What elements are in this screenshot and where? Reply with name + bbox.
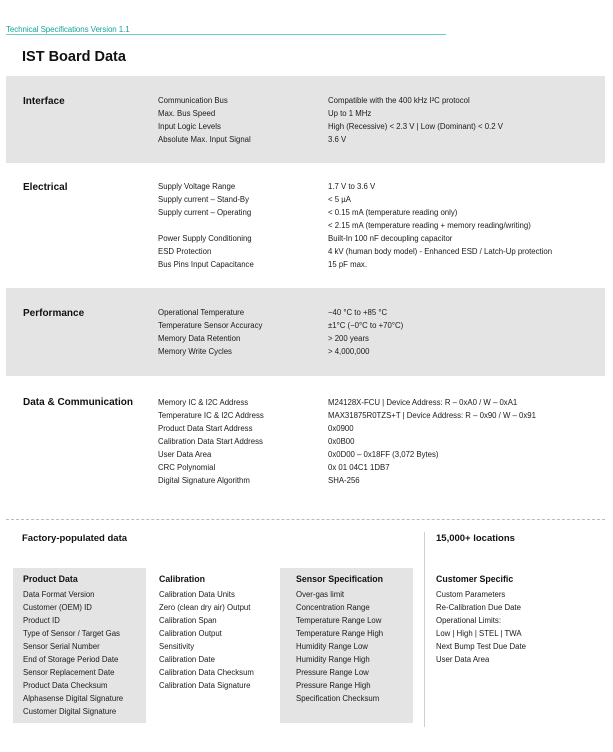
list-item: Low | High | STEL | TWA [436, 629, 522, 638]
section-title: Data & Communication [23, 397, 134, 408]
box-title: Sensor Specification [296, 574, 384, 584]
list-item: Sensor Replacement Date [23, 668, 115, 677]
spec-row [6, 409, 605, 422]
spec-row [6, 107, 605, 120]
spec-value: > 4,000,000 [328, 347, 370, 356]
spec-value: 0x0B00 [328, 437, 355, 446]
spec-label: Absolute Max. Input Signal [158, 135, 251, 144]
list-item: Temperature Range Low [296, 616, 382, 625]
spec-label: Supply current – Operating [158, 208, 252, 217]
list-item: Calibration Output [159, 629, 222, 638]
spec-label: Supply Voltage Range [158, 182, 236, 191]
list-item: Humidity Range Low [296, 642, 368, 651]
spec-label: User Data Area [158, 450, 212, 459]
section-electrical [6, 163, 605, 288]
spec-row [6, 319, 605, 332]
spec-row [6, 396, 605, 409]
list-item: Re-Calibration Due Date [436, 603, 521, 612]
section-title: Electrical [23, 182, 68, 193]
list-item: Alphasense Digital Signature [23, 694, 124, 703]
spec-row [6, 120, 605, 133]
factory-heading: Factory-populated data [22, 533, 128, 544]
list-item: Customer (OEM) ID [23, 603, 92, 612]
spec-value: 0x0900 [328, 424, 354, 433]
spec-value: 15 pF max. [328, 260, 367, 269]
spec-label: Operational Temperature [158, 308, 245, 317]
list-item: Operational Limits: [436, 616, 502, 625]
spec-label: Communication Bus [158, 96, 228, 105]
spec-row [6, 448, 605, 461]
spec-label: ESD Protection [158, 247, 212, 256]
sensor-spec-box [280, 568, 413, 723]
spec-value: MAX31875R0TZS+T | Device Address: R – 0x90 / W – 0x91 [328, 411, 536, 420]
list-item: Product Data Checksum [23, 681, 108, 690]
spec-label: Input Logic Levels [158, 122, 221, 131]
spec-row [6, 206, 605, 219]
list-item: Type of Sensor / Target Gas [23, 629, 120, 638]
spec-row [6, 245, 605, 258]
box-title: Customer Specific [436, 574, 514, 584]
spec-label: Calibration Data Start Address [158, 437, 263, 446]
spec-value: 4 kV (human body model) - Enhanced ESD / Latch-Up protection [328, 247, 553, 256]
spec-row [6, 180, 605, 193]
spec-row [6, 461, 605, 474]
section-interface [6, 76, 605, 163]
list-item: Pressure Range Low [296, 668, 369, 677]
spec-label: Digital Signature Algorithm [158, 476, 250, 485]
product-data-box [13, 568, 146, 723]
spec-label: Supply current – Stand-By [158, 195, 250, 204]
calibration-column [149, 568, 279, 718]
spec-row [6, 474, 605, 487]
customer-specific-column [426, 568, 596, 678]
list-item: Calibration Date [159, 655, 215, 664]
spec-label: Memory IC & I2C Address [158, 398, 249, 407]
spec-value: < 5 µA [328, 195, 351, 204]
section-title: Performance [23, 308, 85, 319]
spec-value: Compatible with the 400 kHz I²C protocol [328, 96, 470, 105]
list-item: Humidity Range High [296, 655, 370, 664]
list-item: Calibration Data Checksum [159, 668, 254, 677]
spec-row [6, 232, 605, 245]
list-item: Zero (clean dry air) Output [159, 603, 251, 612]
spec-value: 1.7 V to 3.6 V [328, 182, 376, 191]
spec-value: SHA-256 [328, 476, 360, 485]
spec-label: Memory Data Retention [158, 334, 241, 343]
list-item: Temperature Range High [296, 629, 384, 638]
spec-label: Bus Pins Input Capacitance [158, 260, 254, 269]
list-item: Concentration Range [296, 603, 370, 612]
section-divider [6, 519, 605, 521]
list-item: Over-gas limit [296, 590, 345, 599]
spec-label: Product Data Start Address [158, 424, 253, 433]
spec-value: < 0.15 mA (temperature reading only) [328, 208, 458, 217]
spec-value: M24128X-FCU | Device Address: R – 0xA0 / W – 0xA1 [328, 398, 518, 407]
list-item: Product ID [23, 616, 60, 625]
spec-value: High (Recessive) < 2.3 V | Low (Dominant) < 0.2 V [328, 122, 503, 131]
spec-label: Memory Write Cycles [158, 347, 232, 356]
spec-row [6, 219, 605, 232]
spec-value: 3.6 V [328, 135, 347, 144]
spec-value: 0x0D00 – 0x18FF (3,072 Bytes) [328, 450, 439, 459]
spec-value: ±1°C (−0°C to +70°C) [328, 321, 404, 330]
list-item: Specification Checksum [296, 694, 380, 703]
spec-label: CRC Polynomial [158, 463, 216, 472]
spec-row [6, 193, 605, 206]
locations-heading: 15,000+ locations [436, 533, 515, 544]
list-item: User Data Area [436, 655, 490, 664]
list-item: Pressure Range High [296, 681, 371, 690]
document-header-tag: Technical Specifications Version 1.1 [6, 25, 130, 34]
column-divider [424, 532, 425, 727]
page-title: IST Board Data [22, 49, 126, 65]
list-item: Customer Digital Signature [23, 707, 117, 716]
spec-row [6, 133, 605, 146]
spec-label: Temperature Sensor Accuracy [158, 321, 263, 330]
spec-row [6, 332, 605, 345]
spec-label: Max. Bus Speed [158, 109, 216, 118]
section-performance [6, 288, 605, 376]
list-item: Calibration Span [159, 616, 217, 625]
list-item: Sensitivity [159, 642, 195, 651]
spec-value: 0x 01 04C1 1DB7 [328, 463, 390, 472]
header-rule [6, 34, 446, 35]
list-item: Data Format Version [23, 590, 95, 599]
spec-row [6, 345, 605, 358]
spec-value: −40 °C to +85 °C [328, 308, 388, 317]
list-item: Next Bump Test Due Date [436, 642, 526, 651]
spec-value: Built-In 100 nF decoupling capacitor [328, 234, 453, 243]
spec-value: < 2.15 mA (temperature reading + memory reading/writing) [328, 221, 531, 230]
spec-row [6, 306, 605, 319]
list-item: Calibration Data Units [159, 590, 235, 599]
spec-value: Up to 1 MHz [328, 109, 372, 118]
spec-row [6, 422, 605, 435]
spec-row [6, 435, 605, 448]
spec-value: > 200 years [328, 334, 369, 343]
section-title: Interface [23, 96, 65, 107]
box-title: Calibration [159, 574, 205, 584]
section-data-communication [6, 376, 605, 501]
box-title: Product Data [23, 574, 78, 584]
spec-label: Power Supply Conditioning [158, 234, 252, 243]
list-item: Custom Parameters [436, 590, 506, 599]
list-item: End of Storage Period Date [23, 655, 119, 664]
list-item: Sensor Serial Number [23, 642, 100, 651]
spec-label: Temperature IC & I2C Address [158, 411, 264, 420]
spec-row [6, 94, 605, 107]
list-item: Calibration Data Signature [159, 681, 251, 690]
spec-row [6, 258, 605, 271]
